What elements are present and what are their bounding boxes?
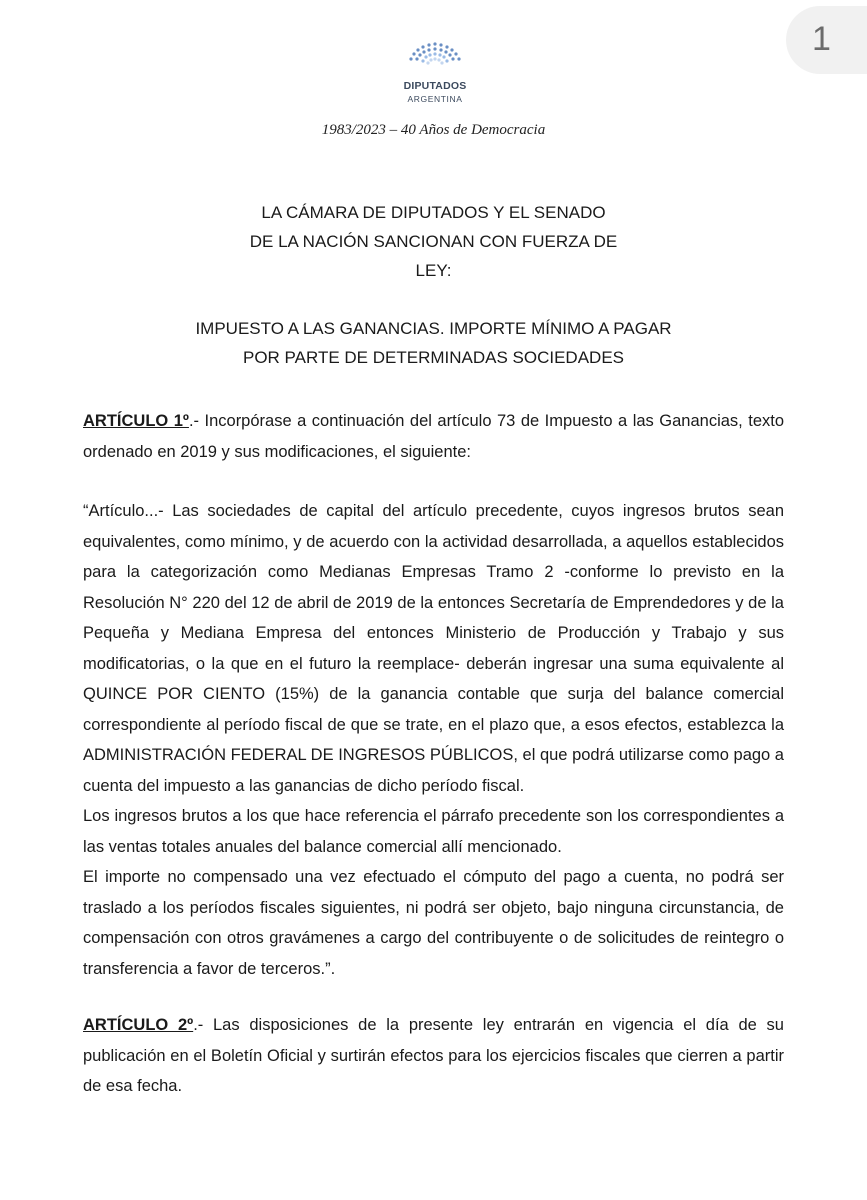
enactment-line: DE LA NACIÓN SANCIONAN CON FUERZA DE xyxy=(249,232,618,251)
article-2 xyxy=(83,1010,784,1102)
article-2-text: .- Las disposiciones de la presente ley entrarán en vigencia el día de su publicación en el Boletín Oficial y surtirán efectos para los ejercicios fiscales que cierren a partir de esa fecha. xyxy=(83,1016,784,1095)
article-1-quoted-text xyxy=(83,496,784,984)
quoted-paragraph: “Artículo...- Las sociedades de capital del artículo precedente, cuyos ingresos brutos sean equivalentes, como mínimo, y de acuerdo con la actividad desarrollada, a aquellos establecidos para la categorización como Medianas Empresas Tramo 2 -conforme lo previsto en la Resolución N° 220 del 12 de abril de 2019 de la entonces Secretaría de Emprendedores y de la Pequeña y Mediana Empresa del entonces Ministerio de Producción y Trabajo y sus modificatorias, o la que en el futuro la reemplace- deberán ingresar una suma equivalente al QUINCE POR CIENTO (15%) de la ganancia contable que surja del balance comercial correspondiente al período fiscal de que se trate, en el plazo que, a esos efectos, establezca la ADMINISTRACIÓN FEDERAL DE INGRESOS PÚBLICOS, el que podrá utilizarse como pago a cuenta del impuesto a las ganancias de dicho período fiscal. xyxy=(83,502,784,795)
law-title-line: POR PARTE DE DETERMINADAS SOCIEDADES xyxy=(243,348,624,367)
article-2-label: ARTÍCULO 2º xyxy=(83,1016,194,1034)
law-title xyxy=(0,314,867,372)
diputados-logo xyxy=(390,38,480,108)
quoted-paragraph: El importe no compensado una vez efectuado el cómputo del pago a cuenta, no podrá ser traslado a los períodos fiscales siguientes, ni podrá ser objeto, bajo ninguna circunstancia, de compensación con otros gravámenes a cargo del contribuyente o de solicitudes de reintegro o transferencia a favor de terceros.”. xyxy=(83,868,784,978)
logo-name: DIPUTADOS xyxy=(403,80,467,92)
page-number: 1 xyxy=(812,20,831,58)
article-1-intro xyxy=(83,406,784,467)
enactment-line: LA CÁMARA DE DIPUTADOS Y EL SENADO xyxy=(261,203,606,222)
democracy-motto: 1983/2023 – 40 Años de Democracia xyxy=(321,122,546,138)
enactment-formula xyxy=(0,198,867,285)
congress-dome-icon xyxy=(405,38,465,78)
article-1-label: ARTÍCULO 1º xyxy=(83,412,189,430)
page-number-badge xyxy=(786,6,867,74)
article-1-intro-text: .- Incorpórase a continuación del artículo 73 de Impuesto a las Ganancias, texto ordenado en 2019 y sus modificaciones, el siguiente: xyxy=(83,412,784,461)
law-title-line: IMPUESTO A LAS GANANCIAS. IMPORTE MÍNIMO A PAGAR xyxy=(195,319,672,338)
quoted-paragraph: Los ingresos brutos a los que hace referencia el párrafo precedente son los correspondientes a las ventas totales anuales del balance comercial allí mencionado. xyxy=(83,807,784,856)
logo-subtitle: ARGENTINA xyxy=(407,94,463,104)
enactment-line: LEY: xyxy=(415,261,452,280)
